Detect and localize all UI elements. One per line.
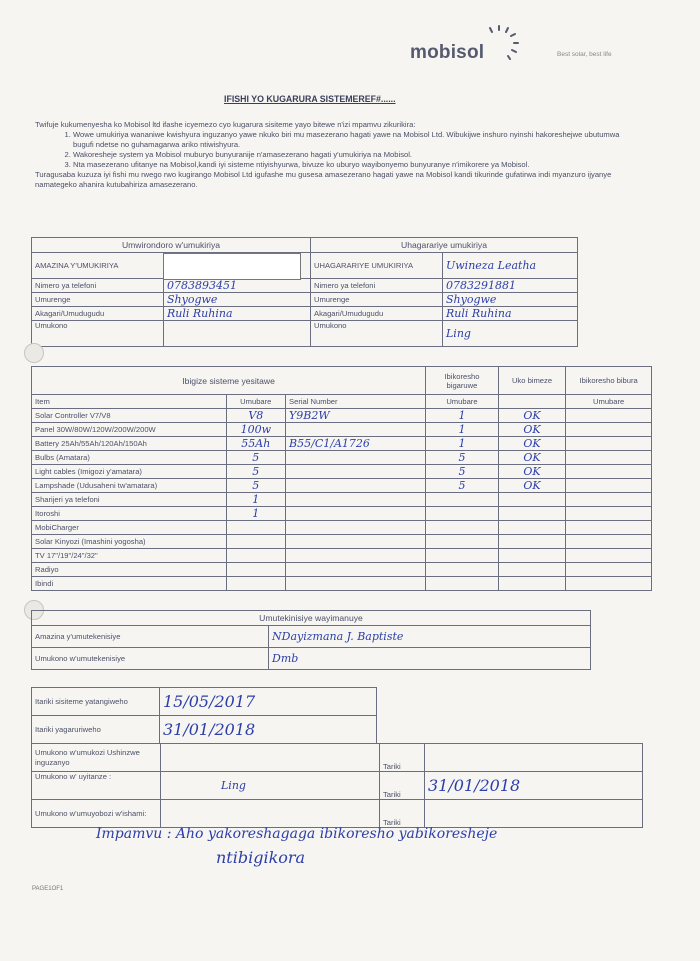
client-cell-value[interactable]: Ruli Ruhina xyxy=(164,307,311,321)
returned-cell[interactable] xyxy=(426,563,499,577)
client-sector-value[interactable]: Shyogwe xyxy=(164,293,311,307)
technician-name-label: Amazina y'umutekenisiye xyxy=(32,626,269,648)
condition-cell[interactable] xyxy=(498,507,566,521)
condition-col-header xyxy=(498,395,566,409)
manager-label: Umukono w'umuyobozi w'ishami: xyxy=(32,800,161,828)
item-cell: Light cables (Imigozi y'amatara) xyxy=(32,465,227,479)
qty-cell[interactable]: 5 xyxy=(226,451,285,465)
qty-cell[interactable]: 1 xyxy=(226,493,285,507)
serial-cell[interactable] xyxy=(286,549,426,563)
punch-hole xyxy=(24,343,44,363)
serial-cell[interactable] xyxy=(286,563,426,577)
serial-cell[interactable] xyxy=(286,493,426,507)
page-code: PAGE1OF1 xyxy=(32,886,64,892)
client-signature-value[interactable] xyxy=(164,321,311,347)
manager-date-label: Tariki xyxy=(380,800,425,828)
item-cell: Ibindi xyxy=(32,577,227,591)
table-row xyxy=(32,549,652,563)
qty-cell[interactable] xyxy=(226,521,285,535)
serial-cell[interactable] xyxy=(286,479,426,493)
serial-cell[interactable] xyxy=(286,451,426,465)
qty-cell[interactable] xyxy=(226,577,285,591)
missing-cell[interactable] xyxy=(566,535,652,549)
credit-officer-label: Umukono w'umukozi Ushinzwe inguzanyo xyxy=(32,744,161,772)
install-date-label: Itariki sisiteme yatangiweho xyxy=(32,688,160,716)
signatures-table xyxy=(31,743,643,828)
reason-item: 2. Wakoresheje system ya Mobisol muburyo bunyuranije n'amasezerano hagati y'umukiriya na Mobisol. xyxy=(73,150,635,160)
table-row xyxy=(32,521,652,535)
system-rows xyxy=(32,409,652,591)
client-header: Umwirondoro w'umukiriya xyxy=(32,238,311,253)
item-cell: Radiyo xyxy=(32,563,227,577)
credit-officer-date[interactable] xyxy=(425,744,643,772)
item-cell: Battery 25Ah/55Ah/120Ah/150Ah xyxy=(32,437,227,451)
item-cell: Bulbs (Amatara) xyxy=(32,451,227,465)
note-line-2: ntibigikora xyxy=(216,848,306,867)
missing-cell[interactable] xyxy=(566,563,652,577)
client-sector-label: Umurenge xyxy=(32,293,164,307)
mobisol-logo xyxy=(410,22,530,72)
client-table xyxy=(31,237,578,347)
condition-cell[interactable] xyxy=(498,563,566,577)
serial-cell[interactable]: Y9B2W xyxy=(286,409,426,423)
serial-cell[interactable] xyxy=(286,535,426,549)
client-signature-label: Umukono xyxy=(32,321,164,347)
technician-signature-value[interactable]: Dmb xyxy=(269,648,591,670)
returned-cell[interactable] xyxy=(426,493,499,507)
table-row xyxy=(32,577,652,591)
reason-item: 1. Wowe umukiriya wananiwe kwishyura inguzanyo yawe nkuko biri mu masezerano hagati yawe na Mobisol Ltd. Wibukijwe inshuro nyinshi hakoreshejwe ubutumwa bugufi ndetse no guhamagarwa ariko ntiwishyura. xyxy=(73,130,635,150)
intro-text xyxy=(35,120,635,190)
table-row xyxy=(32,535,652,549)
credit-officer-date-label: Tariki xyxy=(380,744,425,772)
condition-cell[interactable] xyxy=(498,577,566,591)
condition-cell[interactable]: OK xyxy=(498,409,566,423)
sun-icon xyxy=(476,22,522,68)
missing-col-header: Umubare xyxy=(566,395,652,409)
system-header: Ibigize sisteme yesitawe xyxy=(32,367,426,395)
rep-cell-label: Akagari/Umudugudu xyxy=(311,307,443,321)
table-row xyxy=(32,409,652,423)
table-row xyxy=(32,493,652,507)
item-cell: MobiCharger xyxy=(32,521,227,535)
serial-cell[interactable] xyxy=(286,577,426,591)
table-row xyxy=(32,479,652,493)
returned-cell[interactable]: 5 xyxy=(426,451,499,465)
note-line-1: Impamvu : Aho yakoreshagaga ibikoresho yabikoresheje xyxy=(96,826,498,842)
qty-cell[interactable]: V8 xyxy=(226,409,285,423)
condition-cell[interactable] xyxy=(498,493,566,507)
condition-cell[interactable]: OK xyxy=(498,423,566,437)
rep-cell-value[interactable]: Ruli Ruhina xyxy=(443,307,578,321)
table-row xyxy=(32,465,652,479)
return-date-value[interactable]: 31/01/2018 xyxy=(159,716,376,744)
returned-cell[interactable] xyxy=(426,521,499,535)
item-cell: Solar Controller V7/V8 xyxy=(32,409,227,423)
item-cell: Panel 30W/80W/120W/200W/200W xyxy=(32,423,227,437)
condition-cell[interactable]: OK xyxy=(498,451,566,465)
returned-cell[interactable]: 1 xyxy=(426,409,499,423)
item-cell: Sharijeri ya telefoni xyxy=(32,493,227,507)
missing-cell[interactable] xyxy=(566,493,652,507)
serial-col-header: Serial Number xyxy=(286,395,426,409)
tagline: Best solar, best life xyxy=(557,51,612,58)
missing-cell[interactable] xyxy=(566,451,652,465)
reasons-list xyxy=(35,130,635,170)
technician-name-value[interactable]: NDayizmana J. Baptiste xyxy=(269,626,591,648)
item-cell: Itoroshi xyxy=(32,507,227,521)
client-phone-label: Nimero ya telefoni xyxy=(32,279,164,293)
returned-cell[interactable] xyxy=(426,535,499,549)
returned-cell[interactable]: 5 xyxy=(426,465,499,479)
missing-cell[interactable] xyxy=(566,521,652,535)
item-col-header: Item xyxy=(32,395,227,409)
rep-name-value[interactable]: Uwineza Leatha xyxy=(443,253,578,279)
returned-cell[interactable]: 1 xyxy=(426,437,499,451)
dates-table xyxy=(31,687,377,744)
missing-cell[interactable] xyxy=(566,423,652,437)
missing-cell[interactable] xyxy=(566,465,652,479)
serial-cell[interactable] xyxy=(286,521,426,535)
condition-cell[interactable] xyxy=(498,521,566,535)
client-name-label: AMAZINA Y'UMUKIRIYA xyxy=(32,253,164,279)
returned-cell[interactable] xyxy=(426,549,499,563)
manager-date[interactable] xyxy=(425,800,643,828)
missing-cell[interactable] xyxy=(566,409,652,423)
returned-cell[interactable]: 5 xyxy=(426,479,499,493)
system-table xyxy=(31,366,652,591)
handover-date-label: Tariki xyxy=(380,772,425,800)
table-row xyxy=(32,507,652,521)
missing-header: Ibikoresho bibura xyxy=(566,367,652,395)
qty-cell[interactable] xyxy=(226,549,285,563)
returned-cell[interactable] xyxy=(426,507,499,521)
condition-cell[interactable] xyxy=(498,549,566,563)
handover-date[interactable]: 31/01/2018 xyxy=(425,772,643,800)
missing-cell[interactable] xyxy=(566,479,652,493)
technician-signature-label: Umukono w'umutekenisiye xyxy=(32,648,269,670)
intro-lead: Twifuje kukumenyesha ko Mobisol ltd ifashe icyemezo cyo kugarura sisiteme yayo bitewe n'izi mpamvu zikurikira: xyxy=(35,120,416,129)
qty-col-header: Umubare xyxy=(226,395,285,409)
item-cell: Lampshade (Udusaheni tw'amatara) xyxy=(32,479,227,493)
condition-cell[interactable] xyxy=(498,535,566,549)
table-row xyxy=(32,451,652,465)
item-cell: Solar Kinyozi (Imashini yogosha) xyxy=(32,535,227,549)
return-date-label: Itariki yagaruriweho xyxy=(32,716,160,744)
manager-sign[interactable] xyxy=(161,800,380,828)
rep-name-label: UHAGARARIYE UMUKIRIYA xyxy=(311,253,443,279)
condition-cell[interactable]: OK xyxy=(498,479,566,493)
returned-cell[interactable] xyxy=(426,577,499,591)
serial-cell[interactable] xyxy=(286,507,426,521)
item-cell: TV 17"/19"/24"/32" xyxy=(32,549,227,563)
technician-table xyxy=(31,610,591,670)
reason-item: 3. Nta masezerano ufitanye na Mobisol,kandi iyi sisteme ntiyishyurwa, bivuze ko uburyo wayibonyemo bunyuranye n'imikorere ya Mobisol. xyxy=(73,160,635,170)
table-row xyxy=(32,437,652,451)
brand-name: mobisol xyxy=(410,42,485,63)
representative-header: Uhagarariye umukiriya xyxy=(311,238,578,253)
rep-signature-label: Umukono xyxy=(311,321,443,347)
returned-cell[interactable]: 1 xyxy=(426,423,499,437)
install-date-value[interactable]: 15/05/2017 xyxy=(159,688,376,716)
intro-closing: Turagusaba kuzuza iyi fishi mu rwego rwo kugirango Mobisol Ltd igufashe mu gusesa amasezerano hagati yawe na Mobisol kandi tikurinde gufatirwa indi myanzuro ijyanye namategeko ahanira kutubahiriza amasezerano. xyxy=(35,170,612,189)
qty-cell[interactable] xyxy=(226,535,285,549)
table-row xyxy=(32,423,652,437)
condition-cell[interactable]: OK xyxy=(498,465,566,479)
rep-sector-value[interactable]: Shyogwe xyxy=(443,293,578,307)
qty-cell[interactable] xyxy=(226,563,285,577)
rep-phone-label: Nimero ya telefoni xyxy=(311,279,443,293)
returned-header: Ibikoresho bigaruwe xyxy=(426,367,499,395)
serial-cell[interactable] xyxy=(286,423,426,437)
qty-cell[interactable]: 5 xyxy=(226,479,285,493)
rep-signature-value[interactable]: Ling xyxy=(443,321,578,347)
page-title: IFISHI YO KUGARURA SISTEMEREF#...... xyxy=(224,94,396,104)
table-row xyxy=(32,563,652,577)
missing-cell[interactable] xyxy=(566,549,652,563)
serial-cell[interactable]: B55/C1/A1726 xyxy=(286,437,426,451)
handover-sign[interactable]: Ling xyxy=(161,772,380,800)
client-cell-label: Akagari/Umudugudu xyxy=(32,307,164,321)
credit-officer-sign[interactable] xyxy=(161,744,380,772)
missing-cell[interactable] xyxy=(566,437,652,451)
handover-label: Umukono w' uyitanze : xyxy=(32,772,161,800)
redaction-box xyxy=(163,253,301,280)
qty-cell[interactable]: 5 xyxy=(226,465,285,479)
rep-phone-value[interactable]: 0783291881 xyxy=(443,279,578,293)
condition-header: Uko bimeze xyxy=(498,367,566,395)
rep-sector-label: Umurenge xyxy=(311,293,443,307)
qty-cell[interactable]: 100w xyxy=(226,423,285,437)
serial-cell[interactable] xyxy=(286,465,426,479)
condition-cell[interactable]: OK xyxy=(498,437,566,451)
handwritten-note xyxy=(96,826,686,867)
qty-cell[interactable]: 55Ah xyxy=(226,437,285,451)
missing-cell[interactable] xyxy=(566,507,652,521)
client-phone-value[interactable]: 0783893451 xyxy=(164,279,311,293)
technician-header: Umutekinisiye wayimanuye xyxy=(32,611,591,626)
missing-cell[interactable] xyxy=(566,577,652,591)
returned-col-header: Umubare xyxy=(426,395,499,409)
qty-cell[interactable]: 1 xyxy=(226,507,285,521)
